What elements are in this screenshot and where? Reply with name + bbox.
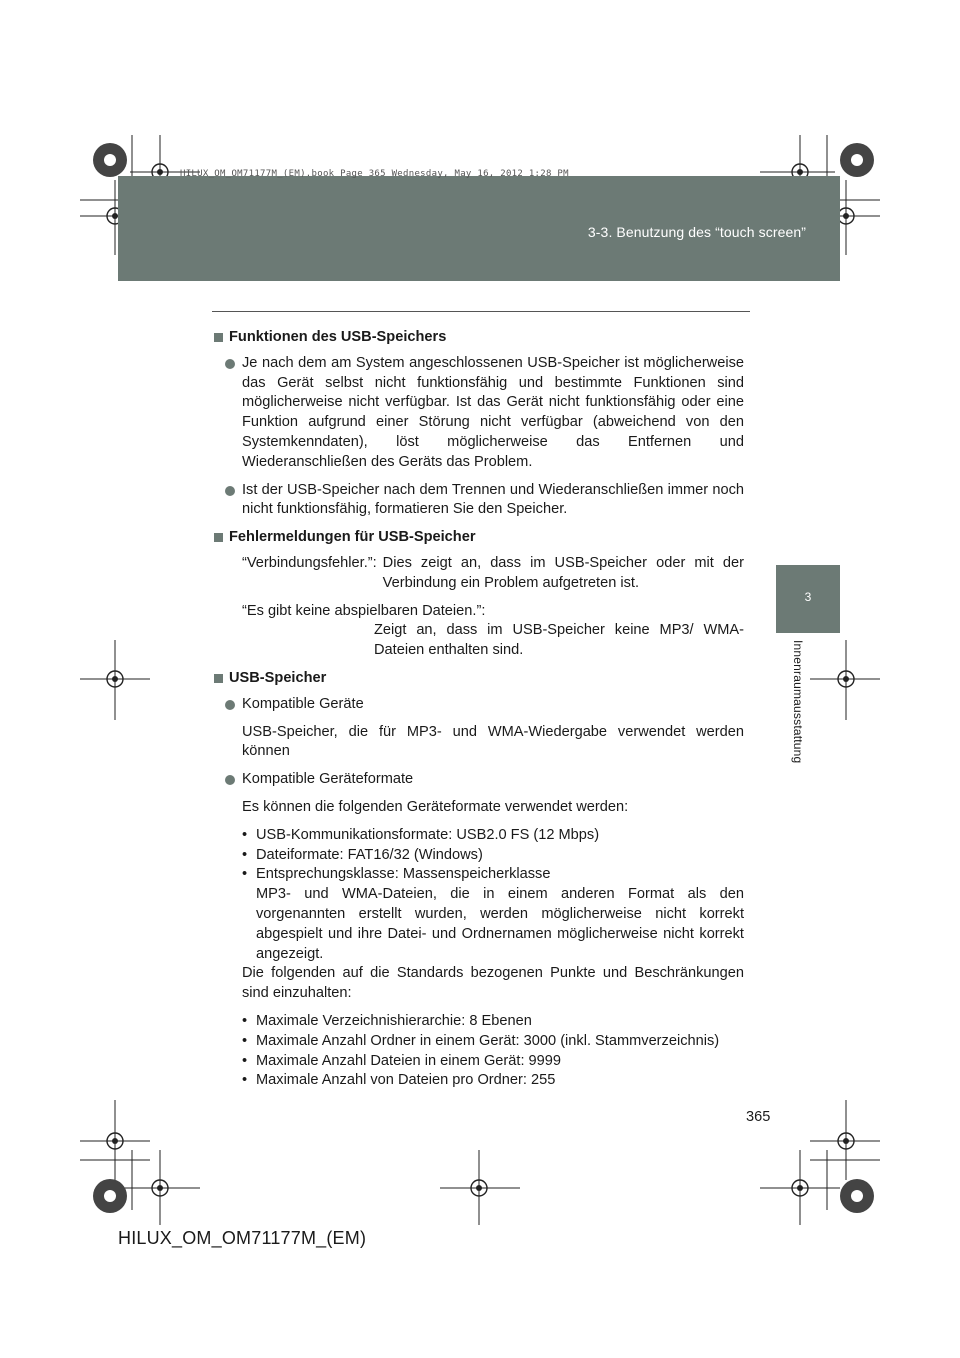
circle-bullet-icon [225, 359, 235, 369]
bullet-icon: • [242, 1052, 248, 1069]
bullet-icon: • [242, 866, 248, 883]
page-number: 365 [746, 1109, 771, 1125]
format-note: MP3- und WMA-Dateien, die in einem anderen Format als den vorgenannten erstellt wurden, werden möglicherweise nicht korrekt abgespielt und ihre Datei- und Ordnernamen möglicherweise nicht korrekt angezeigt. [256, 886, 744, 962]
chapter-label: Innenraumausstattung [791, 640, 805, 764]
bullet-icon: • [242, 1032, 248, 1049]
list-item [242, 826, 744, 846]
header-rule [212, 311, 750, 312]
list-item-text: Maximale Anzahl von Dateien pro Ordner: 255 [256, 1072, 556, 1089]
header-band [118, 176, 840, 281]
page-content [214, 322, 744, 1099]
format-list [242, 826, 744, 1004]
paragraph: Je nach dem am System angeschlossenen USB-Speicher ist möglicherweise das Gerät selbst nicht funktionsfähig und bestimmte Funktionen sind möglicherweise nicht verfügbar. Ist das Gerät nicht funktionsfähig oder eine Funktion aufgrund einer Störung nicht verfügbar (abweichend von den Systemkenndaten), löst möglicherweise das Entfernen und Wiederanschließen des Geräts das Problem. [242, 354, 744, 470]
chapter-tab: 3 [776, 565, 840, 633]
bullet-icon: • [242, 1012, 248, 1029]
list-item [225, 481, 744, 521]
list-item [225, 770, 744, 790]
paragraph: Ist der USB-Speicher nach dem Trennen und Wiederanschließen immer noch nicht funktionsfähig, formatieren Sie den Speicher. [242, 481, 744, 518]
bullet-icon: • [242, 826, 248, 843]
list-item [242, 846, 744, 866]
square-bullet-icon [214, 533, 223, 542]
paragraph: Es können die folgenden Geräteformate verwendet werden: [242, 798, 629, 815]
subheading: Kompatible Geräteformate [242, 771, 414, 788]
section-heading-usb [214, 669, 744, 689]
limits-list [242, 1012, 744, 1091]
list-item-text: Maximale Verzeichnishierarchie: 8 Ebenen [256, 1012, 532, 1029]
list-item [242, 1052, 744, 1072]
error-message-item [242, 554, 744, 594]
list-item [225, 695, 744, 715]
error-message-term: “Es gibt keine abspielbaren Dateien.”: [242, 602, 486, 619]
square-bullet-icon [214, 674, 223, 683]
circle-bullet-icon [225, 700, 235, 710]
list-item [242, 1071, 744, 1091]
subheading: Kompatible Geräte [242, 695, 364, 712]
section-heading-functions [214, 328, 744, 348]
square-bullet-icon [214, 333, 223, 342]
list-item-text: Maximale Anzahl Dateien in einem Gerät: 9999 [256, 1052, 562, 1069]
list-item-text: Maximale Anzahl Ordner in einem Gerät: 3000 (inkl. Stammverzeichnis) [256, 1032, 720, 1049]
list-item-text: Entsprechungsklasse: Massenspeicherklasse [256, 866, 551, 883]
list-item [242, 865, 744, 885]
error-message-definition: Dies zeigt an, dass im USB-Speicher oder mit der Verbindung ein Problem aufgetreten ist. [382, 554, 744, 591]
header-section-title: 3-3. Benutzung des “touch screen” [587, 224, 806, 240]
footer-document-code: HILUX_OM_OM71177M_(EM) [118, 1228, 367, 1248]
circle-bullet-icon [225, 486, 235, 496]
print-stamp: HILUX_OM_OM71177M_(EM).book Page 365 Wednesday, May 16, 2012 1:28 PM [180, 169, 569, 179]
list-item [225, 354, 744, 473]
error-message-item [242, 602, 744, 661]
error-message-definition: Zeigt an, dass im USB-Speicher keine MP3/ WMA-Dateien enthalten sind. [374, 622, 744, 659]
bullet-icon: • [242, 1072, 248, 1089]
paragraph: USB-Speicher, die für MP3- und WMA-Wiedergabe verwendet werden können [242, 723, 744, 760]
paragraph: Die folgenden auf die Standards bezogenen Punkte und Beschränkungen sind einzuhalten: [242, 965, 744, 1002]
list-item-text: Dateiformate: FAT16/32 (Windows) [256, 846, 483, 863]
section-heading-errors [214, 528, 744, 548]
heading-text: USB-Speicher [229, 669, 327, 686]
heading-text: Funktionen des USB-Speichers [229, 329, 447, 345]
list-item-text: USB-Kommunikationsformate: USB2.0 FS (12 Mbps) [256, 826, 600, 843]
error-message-term: “Verbindungsfehler.”: [242, 554, 377, 571]
list-item [242, 1032, 744, 1052]
list-item [242, 1012, 744, 1032]
bullet-icon: • [242, 846, 248, 863]
heading-text: Fehlermeldungen für USB-Speicher [229, 529, 476, 546]
circle-bullet-icon [225, 775, 235, 785]
